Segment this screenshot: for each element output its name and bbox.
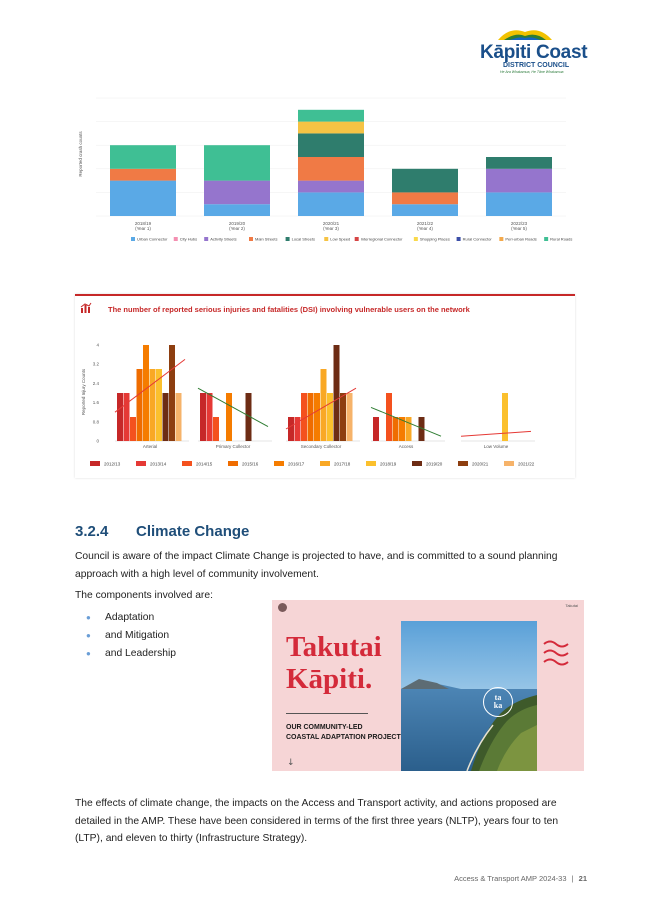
legend-entry: 2015/16 bbox=[242, 461, 259, 467]
legend-swatch bbox=[249, 237, 253, 241]
logo-mark-icon bbox=[496, 24, 554, 42]
footer-doc: Access & Transport AMP 2024-33 bbox=[454, 874, 567, 883]
bullet-icon: ● bbox=[86, 631, 91, 640]
poster-title-line2: Kāpiti. bbox=[286, 663, 373, 695]
bar bbox=[137, 369, 143, 441]
bar-segment bbox=[298, 181, 364, 193]
bar bbox=[130, 417, 136, 441]
bar bbox=[314, 393, 320, 441]
group-label: Primary Collector bbox=[215, 444, 251, 449]
logo-title: Kāpiti Coast bbox=[480, 42, 588, 63]
dsi-chart-panel bbox=[75, 294, 575, 478]
legend-swatch bbox=[174, 237, 178, 241]
legend-swatch bbox=[228, 461, 238, 466]
poster-divider bbox=[286, 713, 368, 714]
list-item bbox=[75, 609, 255, 627]
coastal-photo bbox=[401, 621, 537, 771]
bar bbox=[340, 393, 346, 441]
legend-entry: Interregional Connector bbox=[360, 236, 403, 242]
badge-line1: ta bbox=[494, 693, 502, 702]
group-label: Arterial bbox=[142, 444, 158, 449]
page-footer bbox=[454, 874, 587, 883]
list-item bbox=[75, 645, 255, 663]
bar bbox=[334, 345, 340, 441]
legend-entry: Shopping Places bbox=[419, 236, 450, 242]
legend-swatch bbox=[355, 237, 359, 241]
bar-segment bbox=[110, 181, 176, 216]
y-tick-label: 2.4 bbox=[92, 380, 99, 386]
group-label: Access bbox=[398, 444, 414, 449]
bar-segment bbox=[204, 145, 270, 180]
bar bbox=[150, 369, 156, 441]
legend-swatch bbox=[90, 461, 100, 466]
legend-entry: 2018/19 bbox=[380, 461, 397, 467]
chart-icon bbox=[80, 302, 92, 314]
bar bbox=[213, 417, 219, 441]
legend-entry: 2017/18 bbox=[334, 461, 351, 467]
y-axis-label: Reported crash counts bbox=[78, 131, 83, 177]
y-tick-label: 0 bbox=[96, 438, 99, 444]
legend-swatch bbox=[136, 461, 146, 466]
trend-line bbox=[461, 431, 531, 436]
legend-swatch bbox=[274, 461, 284, 466]
bar-segment bbox=[298, 157, 364, 181]
legend-entry: Low Speed bbox=[330, 236, 351, 242]
bar-segment bbox=[486, 157, 552, 169]
legend-entry: 2014/15 bbox=[196, 461, 213, 467]
poster-subtitle-line1: OUR COMMUNITY-LED bbox=[286, 724, 363, 731]
bar-segment bbox=[486, 169, 552, 193]
logo-subtitle: DISTRICT COUNCIL bbox=[503, 62, 570, 69]
bar bbox=[386, 393, 392, 441]
x-tick-sublabel: (Year 3) bbox=[323, 226, 339, 231]
legend-entry: 2020/21 bbox=[472, 461, 489, 467]
components-list bbox=[75, 609, 255, 663]
y-tick-label: 0.8 bbox=[92, 419, 99, 425]
x-tick-sublabel: (Year 1) bbox=[135, 226, 151, 231]
bar-segment bbox=[298, 133, 364, 157]
bullet-icon: ● bbox=[86, 613, 91, 622]
group-label: Low Volume bbox=[483, 444, 509, 449]
logo-tagline: He Ara Whakamua, He Tāne Whakamua bbox=[500, 70, 564, 74]
bar-segment bbox=[486, 192, 552, 216]
poster-subtitle-line2: COASTAL ADAPTATION PROJECT bbox=[286, 734, 401, 741]
legend-entry: Rural Roads bbox=[550, 236, 573, 242]
legend-entry: Main Streets bbox=[255, 236, 278, 242]
council-logo bbox=[480, 24, 590, 82]
bar bbox=[226, 393, 232, 441]
bar-segment bbox=[392, 169, 458, 193]
legend-swatch bbox=[131, 237, 135, 241]
list-item bbox=[75, 627, 255, 645]
legend-swatch bbox=[412, 461, 422, 466]
poster-corner-label: Takutai bbox=[565, 603, 578, 608]
legend-swatch bbox=[366, 461, 376, 466]
bar-segment bbox=[392, 192, 458, 204]
legend-entry: 2013/14 bbox=[150, 461, 167, 467]
y-tick-label: 1.6 bbox=[92, 400, 99, 406]
bar bbox=[321, 369, 327, 441]
poster-title-line1: Takutai bbox=[286, 631, 382, 663]
list-item-label: and Leadership bbox=[105, 648, 176, 659]
legend-swatch bbox=[286, 237, 290, 241]
bar bbox=[169, 345, 175, 441]
bar bbox=[347, 393, 353, 441]
x-tick-sublabel: (Year 4) bbox=[417, 226, 433, 231]
section-intro: Council is aware of the impact Climate Change is projected to have, and is committed to a sound planning approach with a high level of community involvement. bbox=[75, 551, 558, 580]
effects-paragraph: The effects of climate change, the impacts on the Access and Transport activity, and actions proposed are detailed in the AMP. These have been considered in terms of the first three years (NLTP), years four to ten (LTP), and eleven to thirty (Infrastructure Strategy). bbox=[75, 798, 559, 844]
legend-entry: 2019/20 bbox=[426, 461, 443, 467]
x-tick-label: 2018/19 bbox=[134, 221, 152, 226]
legend-entry: 2016/17 bbox=[288, 461, 305, 467]
legend-entry: 2021/22 bbox=[518, 461, 535, 467]
legend-entry: 2012/13 bbox=[104, 461, 121, 467]
x-tick-label: 2019/20 bbox=[228, 221, 246, 226]
bar-segment bbox=[298, 122, 364, 134]
bar bbox=[288, 417, 294, 441]
bar-segment bbox=[204, 181, 270, 205]
takutai-poster bbox=[272, 600, 584, 771]
bar-segment bbox=[110, 145, 176, 169]
bar bbox=[124, 393, 130, 441]
y-tick-label: 4 bbox=[96, 342, 99, 348]
legend-swatch bbox=[414, 237, 418, 241]
legend-entry: City Hubs bbox=[179, 236, 198, 242]
legend-swatch bbox=[457, 237, 461, 241]
bar bbox=[156, 369, 162, 441]
list-item-label: and Mitigation bbox=[105, 630, 170, 641]
x-tick-label: 2022/23 bbox=[510, 221, 528, 226]
legend-entry: Activity Streets bbox=[210, 236, 237, 242]
bar bbox=[117, 393, 123, 441]
legend-swatch bbox=[499, 237, 503, 241]
x-tick-sublabel: (Year 5) bbox=[511, 226, 527, 231]
bar-segment bbox=[298, 110, 364, 122]
legend-entry: Local Streets bbox=[291, 236, 315, 242]
bar-segment bbox=[392, 204, 458, 216]
down-arrow-icon: ↓ bbox=[287, 758, 295, 768]
components-lead: The components involved are: bbox=[75, 590, 213, 601]
chart-title: The number of reported serious injuries and fatalities (DSI) involving vulnerable users on the network bbox=[108, 305, 470, 314]
footer-page-number: 21 bbox=[578, 874, 587, 883]
legend-swatch bbox=[204, 237, 208, 241]
legend-entry: Urban Connector bbox=[137, 236, 168, 242]
bar bbox=[406, 417, 412, 441]
group-label: Secondary Collector bbox=[300, 444, 342, 449]
bar bbox=[308, 393, 314, 441]
bar bbox=[207, 393, 213, 441]
bullet-icon: ● bbox=[86, 649, 91, 658]
section-number: 3.2.4 bbox=[75, 523, 109, 540]
y-tick-label: 3.2 bbox=[92, 361, 99, 367]
legend-swatch bbox=[182, 461, 192, 466]
poster-logo-icon bbox=[278, 603, 287, 612]
badge-line2: ka bbox=[493, 701, 503, 710]
bar-segment bbox=[204, 204, 270, 216]
x-tick-label: 2020/21 bbox=[322, 221, 340, 226]
legend-swatch bbox=[504, 461, 514, 466]
list-item-label: Adaptation bbox=[105, 612, 155, 623]
bar bbox=[373, 417, 379, 441]
section-title: Climate Change bbox=[136, 523, 250, 540]
dsi-bar-chart bbox=[75, 322, 575, 478]
bar-segment bbox=[298, 192, 364, 216]
x-tick-sublabel: (Year 2) bbox=[229, 226, 245, 231]
poster-badge bbox=[483, 687, 513, 717]
wave-lines-icon bbox=[542, 638, 572, 668]
legend-swatch bbox=[320, 461, 330, 466]
legend-swatch bbox=[324, 237, 328, 241]
footer-separator: | bbox=[571, 874, 574, 883]
bar bbox=[393, 417, 399, 441]
y-axis-label: Reported Injury Counts bbox=[81, 368, 86, 416]
bar bbox=[200, 393, 206, 441]
x-tick-label: 2021/22 bbox=[416, 221, 434, 226]
legend-swatch bbox=[458, 461, 468, 466]
stacked-crash-chart bbox=[76, 84, 576, 254]
bar-segment bbox=[110, 169, 176, 181]
bar bbox=[176, 393, 182, 441]
legend-swatch bbox=[544, 237, 548, 241]
bar bbox=[163, 393, 169, 441]
bar bbox=[327, 393, 333, 441]
legend-entry: Rural Connector bbox=[462, 236, 492, 242]
legend-entry: Peri-urban Roads bbox=[505, 236, 537, 242]
bar bbox=[143, 345, 149, 441]
